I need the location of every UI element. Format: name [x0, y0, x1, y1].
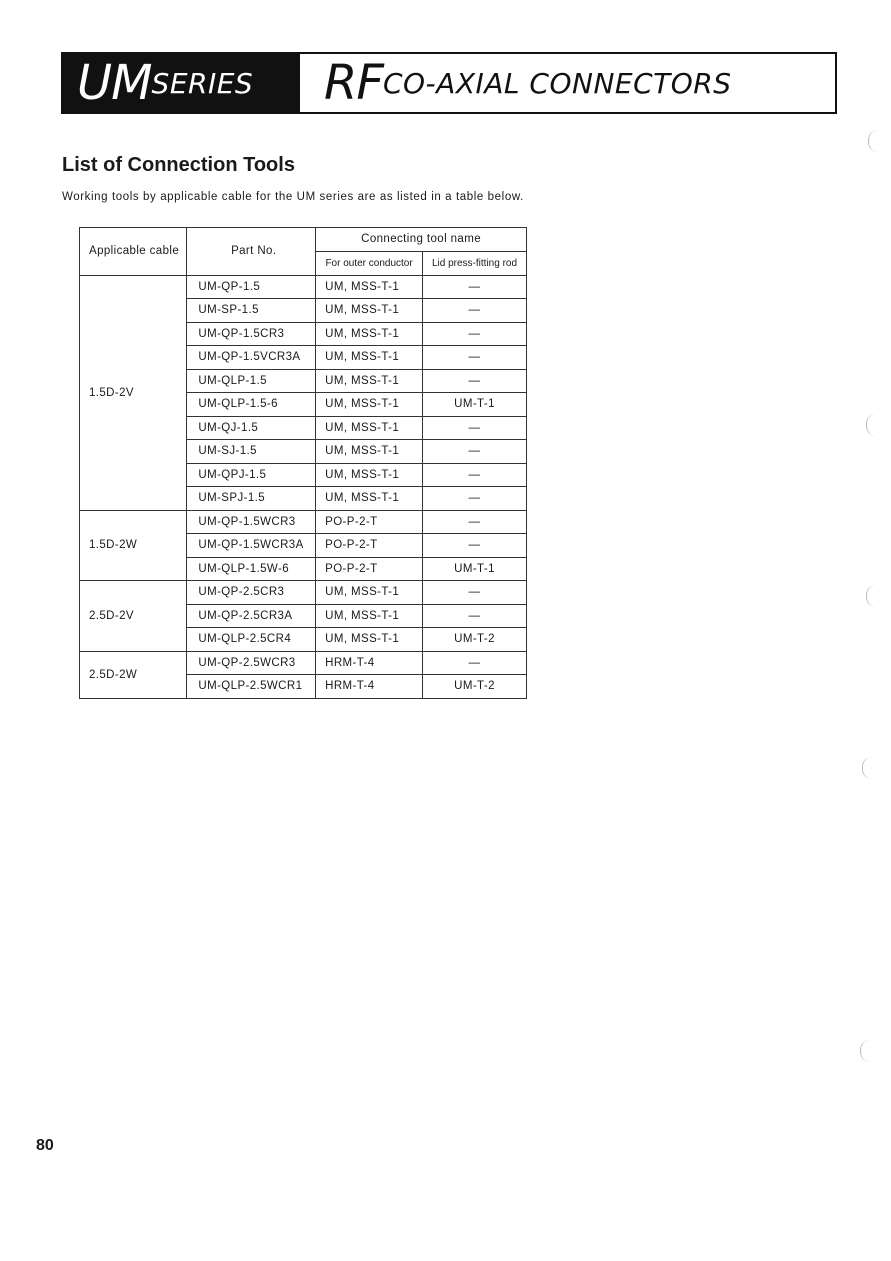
- cell-outer-conductor-tool: HRM-T-4: [316, 675, 423, 699]
- cell-part-no: UM-QP-1.5WCR3: [187, 510, 316, 534]
- section-title: List of Connection Tools: [62, 154, 295, 176]
- cell-part-no: UM-QP-1.5VCR3A: [187, 346, 316, 370]
- cell-lid-rod-tool: UM-T-2: [423, 628, 527, 652]
- table-row: [80, 651, 527, 675]
- cell-outer-conductor-tool: UM, MSS-T-1: [316, 346, 423, 370]
- cell-lid-rod-tool: —: [423, 440, 527, 464]
- cell-lid-rod-tool: —: [423, 581, 527, 605]
- header-lid-rod: Lid press-fitting rod: [423, 251, 527, 275]
- cell-outer-conductor-tool: UM, MSS-T-1: [316, 604, 423, 628]
- cell-outer-conductor-tool: UM, MSS-T-1: [316, 581, 423, 605]
- cell-part-no: UM-SPJ-1.5: [187, 487, 316, 511]
- cell-part-no: UM-QLP-1.5: [187, 369, 316, 393]
- cell-outer-conductor-tool: PO-P-2-T: [316, 557, 423, 581]
- cell-part-no: UM-QP-2.5WCR3: [187, 651, 316, 675]
- cell-lid-rod-tool: —: [423, 651, 527, 675]
- cell-lid-rod-tool: —: [423, 369, 527, 393]
- cell-outer-conductor-tool: UM, MSS-T-1: [316, 487, 423, 511]
- cell-lid-rod-tool: —: [423, 346, 527, 370]
- cell-outer-conductor-tool: UM, MSS-T-1: [316, 416, 423, 440]
- header-connecting-tool: Connecting tool name: [316, 228, 527, 252]
- cell-outer-conductor-tool: UM, MSS-T-1: [316, 440, 423, 464]
- scan-mark: [862, 757, 873, 779]
- series-label: [63, 54, 298, 112]
- cell-outer-conductor-tool: PO-P-2-T: [316, 510, 423, 534]
- cell-applicable-cable: 2.5D-2W: [80, 651, 187, 698]
- cell-part-no: UM-QP-1.5CR3: [187, 322, 316, 346]
- cell-lid-rod-tool: UM-T-1: [423, 393, 527, 417]
- product-small-text: CO-AXIAL CONNECTORS: [382, 66, 732, 100]
- table-body: [80, 275, 527, 698]
- intro-text: Working tools by applicable cable for the UM series are as listed in a table below.: [62, 191, 524, 203]
- cell-part-no: UM-QJ-1.5: [187, 416, 316, 440]
- product-label: [298, 54, 835, 112]
- scan-mark: [866, 585, 877, 607]
- scan-mark: [868, 130, 879, 152]
- header-applicable-cable: Applicable cable: [80, 228, 187, 276]
- cell-outer-conductor-tool: HRM-T-4: [316, 651, 423, 675]
- cell-part-no: UM-SP-1.5: [187, 299, 316, 323]
- cell-outer-conductor-tool: UM, MSS-T-1: [316, 369, 423, 393]
- cell-part-no: UM-QLP-1.5-6: [187, 393, 316, 417]
- cell-part-no: UM-SJ-1.5: [187, 440, 316, 464]
- cell-lid-rod-tool: —: [423, 487, 527, 511]
- header-part-no: Part No.: [187, 228, 316, 276]
- cell-part-no: UM-QLP-1.5W-6: [187, 557, 316, 581]
- header-outer-conductor: For outer conductor: [316, 251, 423, 275]
- cell-lid-rod-tool: —: [423, 510, 527, 534]
- cell-outer-conductor-tool: UM, MSS-T-1: [316, 463, 423, 487]
- cell-applicable-cable: 1.5D-2V: [80, 275, 187, 510]
- page-number: 80: [36, 1137, 54, 1154]
- product-big-text: RF: [324, 55, 383, 111]
- cell-part-no: UM-QP-1.5WCR3A: [187, 534, 316, 558]
- cell-applicable-cable: 1.5D-2W: [80, 510, 187, 581]
- cell-lid-rod-tool: —: [423, 275, 527, 299]
- cell-lid-rod-tool: —: [423, 463, 527, 487]
- cell-outer-conductor-tool: PO-P-2-T: [316, 534, 423, 558]
- cell-part-no: UM-QP-2.5CR3A: [187, 604, 316, 628]
- cell-outer-conductor-tool: UM, MSS-T-1: [316, 275, 423, 299]
- table-row: [80, 510, 527, 534]
- cell-part-no: UM-QLP-2.5WCR1: [187, 675, 316, 699]
- cell-lid-rod-tool: —: [423, 604, 527, 628]
- cell-applicable-cable: 2.5D-2V: [80, 581, 187, 652]
- series-big-text: UM: [77, 55, 152, 111]
- connection-tools-table: [79, 227, 527, 699]
- cell-lid-rod-tool: UM-T-2: [423, 675, 527, 699]
- table-row: [80, 275, 527, 299]
- cell-part-no: UM-QP-2.5CR3: [187, 581, 316, 605]
- cell-lid-rod-tool: —: [423, 322, 527, 346]
- cell-part-no: UM-QPJ-1.5: [187, 463, 316, 487]
- series-small-text: SERIES: [151, 66, 254, 100]
- cell-outer-conductor-tool: UM, MSS-T-1: [316, 322, 423, 346]
- cell-part-no: UM-QP-1.5: [187, 275, 316, 299]
- cell-lid-rod-tool: UM-T-1: [423, 557, 527, 581]
- scan-mark: [860, 1040, 871, 1062]
- cell-outer-conductor-tool: UM, MSS-T-1: [316, 393, 423, 417]
- cell-lid-rod-tool: —: [423, 299, 527, 323]
- cell-lid-rod-tool: —: [423, 416, 527, 440]
- cell-outer-conductor-tool: UM, MSS-T-1: [316, 299, 423, 323]
- cell-outer-conductor-tool: UM, MSS-T-1: [316, 628, 423, 652]
- scan-mark: [866, 414, 877, 436]
- title-banner: [61, 52, 837, 114]
- table-row: [80, 581, 527, 605]
- cell-lid-rod-tool: —: [423, 534, 527, 558]
- cell-part-no: UM-QLP-2.5CR4: [187, 628, 316, 652]
